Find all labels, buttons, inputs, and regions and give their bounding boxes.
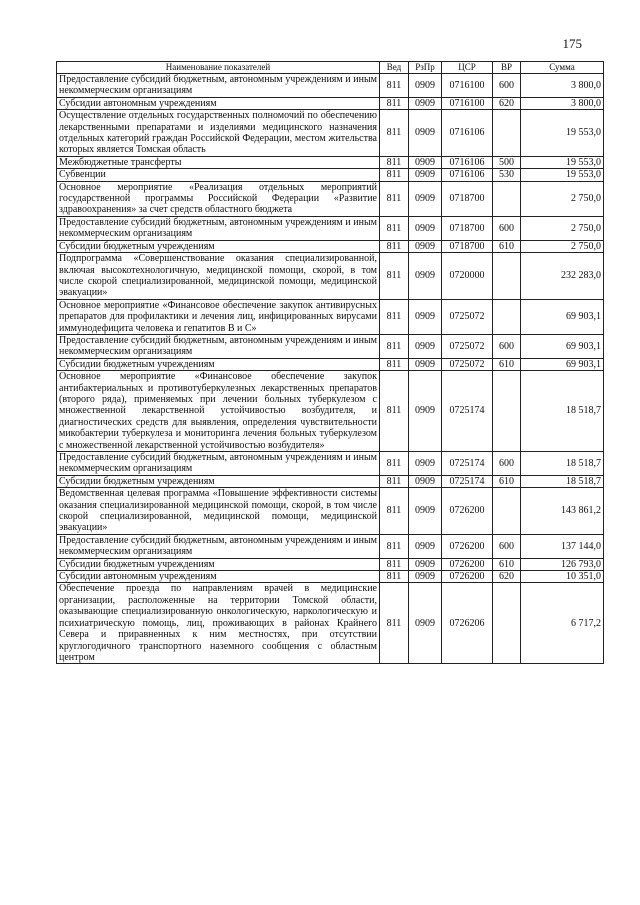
row-vr bbox=[493, 583, 521, 664]
row-csr: 0725072 bbox=[442, 358, 493, 370]
row-name: Субсидии автономным учреждениям bbox=[57, 97, 380, 109]
row-sum: 19 553,0 bbox=[521, 169, 604, 181]
row-sum: 2 750,0 bbox=[521, 240, 604, 252]
row-sum: 137 144,0 bbox=[521, 534, 604, 558]
table-row bbox=[57, 253, 604, 300]
row-ved: 811 bbox=[380, 216, 409, 240]
table-row bbox=[57, 240, 604, 252]
row-csr: 0726200 bbox=[442, 558, 493, 570]
row-name: Обеспечение проезда по направлениям врачей в медицинские организации, расположенные на территории Томской области, оказывающие специализированную онкологическую, наркологическую и психиатрическую помощь, лиц, проживающих в районах Крайнего Севера и приравненных к ним местностях, при отсутствии круглогодичного транспортного наземного сообщения с областным центром bbox=[57, 583, 380, 664]
row-sum: 19 553,0 bbox=[521, 156, 604, 168]
row-sum: 6 717,2 bbox=[521, 583, 604, 664]
row-csr: 0726206 bbox=[442, 583, 493, 664]
row-ved: 811 bbox=[380, 334, 409, 358]
row-rzpr: 0909 bbox=[409, 110, 442, 157]
row-rzpr: 0909 bbox=[409, 74, 442, 98]
row-sum: 2 750,0 bbox=[521, 181, 604, 216]
row-sum: 3 800,0 bbox=[521, 97, 604, 109]
row-vr: 610 bbox=[493, 358, 521, 370]
row-rzpr: 0909 bbox=[409, 558, 442, 570]
table-row bbox=[57, 371, 604, 452]
row-csr: 0716106 bbox=[442, 169, 493, 181]
table-row bbox=[57, 571, 604, 583]
row-name: Предоставление субсидий бюджетным, автономным учреждениям и иным некоммерческим организациям bbox=[57, 534, 380, 558]
table-header bbox=[57, 62, 604, 74]
row-csr: 0716100 bbox=[442, 74, 493, 98]
row-ved: 811 bbox=[380, 558, 409, 570]
header-csr: ЦСР bbox=[442, 62, 493, 74]
row-csr: 0725174 bbox=[442, 475, 493, 487]
table-row bbox=[57, 97, 604, 109]
table-row bbox=[57, 181, 604, 216]
row-csr: 0726200 bbox=[442, 571, 493, 583]
row-ved: 811 bbox=[380, 181, 409, 216]
row-ved: 811 bbox=[380, 110, 409, 157]
row-vr: 600 bbox=[493, 74, 521, 98]
row-vr bbox=[493, 110, 521, 157]
row-vr: 620 bbox=[493, 97, 521, 109]
row-name: Предоставление субсидий бюджетным, автономным учреждениям и иным некоммерческим организациям bbox=[57, 74, 380, 98]
row-rzpr: 0909 bbox=[409, 475, 442, 487]
row-rzpr: 0909 bbox=[409, 334, 442, 358]
row-vr: 610 bbox=[493, 240, 521, 252]
row-csr: 0716100 bbox=[442, 97, 493, 109]
header-row bbox=[57, 62, 604, 74]
table-row bbox=[57, 74, 604, 98]
row-name: Субсидии бюджетным учреждениям bbox=[57, 358, 380, 370]
row-name: Осуществление отдельных государственных полномочий по обеспечению лекарственными препаратами и изделиями медицинского назначения отдельных категорий граждан Российской Федерации, местом жительства которых является Томская область bbox=[57, 110, 380, 157]
row-ved: 811 bbox=[380, 452, 409, 476]
row-ved: 811 bbox=[380, 534, 409, 558]
row-vr bbox=[493, 488, 521, 535]
row-vr: 600 bbox=[493, 452, 521, 476]
row-vr: 600 bbox=[493, 334, 521, 358]
row-rzpr: 0909 bbox=[409, 216, 442, 240]
row-sum: 69 903,1 bbox=[521, 358, 604, 370]
table-row bbox=[57, 169, 604, 181]
header-vr: ВР bbox=[493, 62, 521, 74]
row-ved: 811 bbox=[380, 156, 409, 168]
row-name: Ведомственная целевая программа «Повышение эффективности системы оказания специализированной медицинской помощи, скорой, в том числе скорой специализированной, медицинской помощи, медицинской эвакуации» bbox=[57, 488, 380, 535]
row-vr: 600 bbox=[493, 216, 521, 240]
row-csr: 0725072 bbox=[442, 299, 493, 334]
row-name: Предоставление субсидий бюджетным, автономным учреждениям и иным некоммерческим организациям bbox=[57, 452, 380, 476]
table-row bbox=[57, 475, 604, 487]
table-row bbox=[57, 583, 604, 664]
table-row bbox=[57, 110, 604, 157]
row-ved: 811 bbox=[380, 169, 409, 181]
row-rzpr: 0909 bbox=[409, 571, 442, 583]
row-ved: 811 bbox=[380, 571, 409, 583]
table-row bbox=[57, 534, 604, 558]
row-vr: 530 bbox=[493, 169, 521, 181]
row-rzpr: 0909 bbox=[409, 371, 442, 452]
row-vr: 610 bbox=[493, 475, 521, 487]
header-sum: Сумма bbox=[521, 62, 604, 74]
row-sum: 10 351,0 bbox=[521, 571, 604, 583]
row-rzpr: 0909 bbox=[409, 583, 442, 664]
row-rzpr: 0909 bbox=[409, 299, 442, 334]
table-row bbox=[57, 558, 604, 570]
row-ved: 811 bbox=[380, 74, 409, 98]
row-ved: 811 bbox=[380, 358, 409, 370]
row-ved: 811 bbox=[380, 299, 409, 334]
row-csr: 0726200 bbox=[442, 488, 493, 535]
row-sum: 18 518,7 bbox=[521, 452, 604, 476]
row-sum: 69 903,1 bbox=[521, 334, 604, 358]
row-name: Субвенции bbox=[57, 169, 380, 181]
row-rzpr: 0909 bbox=[409, 358, 442, 370]
table-row bbox=[57, 334, 604, 358]
row-sum: 2 750,0 bbox=[521, 216, 604, 240]
row-name: Субсидии бюджетным учреждениям bbox=[57, 240, 380, 252]
page-number: 175 bbox=[562, 36, 582, 51]
row-csr: 0720000 bbox=[442, 253, 493, 300]
row-ved: 811 bbox=[380, 488, 409, 535]
table-row bbox=[57, 488, 604, 535]
table-row bbox=[57, 156, 604, 168]
row-rzpr: 0909 bbox=[409, 488, 442, 535]
row-csr: 0725072 bbox=[442, 334, 493, 358]
budget-table bbox=[56, 61, 604, 664]
table-row bbox=[57, 452, 604, 476]
row-vr: 600 bbox=[493, 534, 521, 558]
row-csr: 0726200 bbox=[442, 534, 493, 558]
row-rzpr: 0909 bbox=[409, 534, 442, 558]
row-ved: 811 bbox=[380, 475, 409, 487]
row-vr bbox=[493, 299, 521, 334]
row-vr bbox=[493, 253, 521, 300]
row-name: Основное мероприятие «Финансовое обеспечение закупок антивирусных препаратов для профилактики и лечения лиц, инфицированных вирусами иммунодефицита человека и гепатитов В и С» bbox=[57, 299, 380, 334]
row-rzpr: 0909 bbox=[409, 253, 442, 300]
row-vr: 500 bbox=[493, 156, 521, 168]
row-vr: 620 bbox=[493, 571, 521, 583]
row-sum: 3 800,0 bbox=[521, 74, 604, 98]
row-csr: 0725174 bbox=[442, 371, 493, 452]
row-rzpr: 0909 bbox=[409, 181, 442, 216]
row-vr bbox=[493, 371, 521, 452]
row-csr: 0718700 bbox=[442, 240, 493, 252]
row-name: Субсидии бюджетным учреждениям bbox=[57, 475, 380, 487]
row-name: Субсидии автономным учреждениям bbox=[57, 571, 380, 583]
table-row bbox=[57, 358, 604, 370]
row-sum: 232 283,0 bbox=[521, 253, 604, 300]
header-rzpr: РзПр bbox=[409, 62, 442, 74]
row-ved: 811 bbox=[380, 253, 409, 300]
row-name: Субсидии бюджетным учреждениям bbox=[57, 558, 380, 570]
row-sum: 18 518,7 bbox=[521, 371, 604, 452]
row-sum: 19 553,0 bbox=[521, 110, 604, 157]
row-ved: 811 bbox=[380, 97, 409, 109]
row-vr bbox=[493, 181, 521, 216]
row-name: Подпрограмма «Совершенствование оказания специализированной, включая высокотехнологичную, медицинской помощи, скорой, в том числе скорой специализированной, медицинской помощи, медицинской эвакуации» bbox=[57, 253, 380, 300]
row-sum: 69 903,1 bbox=[521, 299, 604, 334]
row-ved: 811 bbox=[380, 240, 409, 252]
row-rzpr: 0909 bbox=[409, 452, 442, 476]
row-sum: 143 861,2 bbox=[521, 488, 604, 535]
row-name: Предоставление субсидий бюджетным, автономным учреждениям и иным некоммерческим организациям bbox=[57, 334, 380, 358]
row-name: Межбюджетные трансферты bbox=[57, 156, 380, 168]
row-sum: 126 793,0 bbox=[521, 558, 604, 570]
row-ved: 811 bbox=[380, 583, 409, 664]
row-name: Предоставление субсидий бюджетным, автономным учреждениям и иным некоммерческим организациям bbox=[57, 216, 380, 240]
row-sum: 18 518,7 bbox=[521, 475, 604, 487]
header-name: Наименование показателей bbox=[57, 62, 380, 74]
row-rzpr: 0909 bbox=[409, 156, 442, 168]
table-row bbox=[57, 299, 604, 334]
table-body bbox=[57, 74, 604, 664]
row-name: Основное мероприятие «Финансовое обеспечение закупок антибактериальных и противотуберкулезных лекарственных препаратов (второго ряда), применяемых при лечении больных туберкулезом с множественной лекарственной устойчивостью возбудителя, и диагностических средств для выявления, определения чувствительности микобактерии туберкулеза и мониторинга лечения больных туберкулезом с множественной лекарственной устойчивостью возбудителя» bbox=[57, 371, 380, 452]
row-rzpr: 0909 bbox=[409, 240, 442, 252]
row-rzpr: 0909 bbox=[409, 169, 442, 181]
header-ved: Вед bbox=[380, 62, 409, 74]
row-csr: 0718700 bbox=[442, 216, 493, 240]
row-csr: 0716106 bbox=[442, 110, 493, 157]
row-name: Основное мероприятие «Реализация отдельных мероприятий государственной программы Российской Федерации «Развитие здравоохранения» за счет средств областного бюджета bbox=[57, 181, 380, 216]
row-csr: 0725174 bbox=[442, 452, 493, 476]
table-row bbox=[57, 216, 604, 240]
row-ved: 811 bbox=[380, 371, 409, 452]
row-vr: 610 bbox=[493, 558, 521, 570]
row-csr: 0716106 bbox=[442, 156, 493, 168]
row-rzpr: 0909 bbox=[409, 97, 442, 109]
row-csr: 0718700 bbox=[442, 181, 493, 216]
